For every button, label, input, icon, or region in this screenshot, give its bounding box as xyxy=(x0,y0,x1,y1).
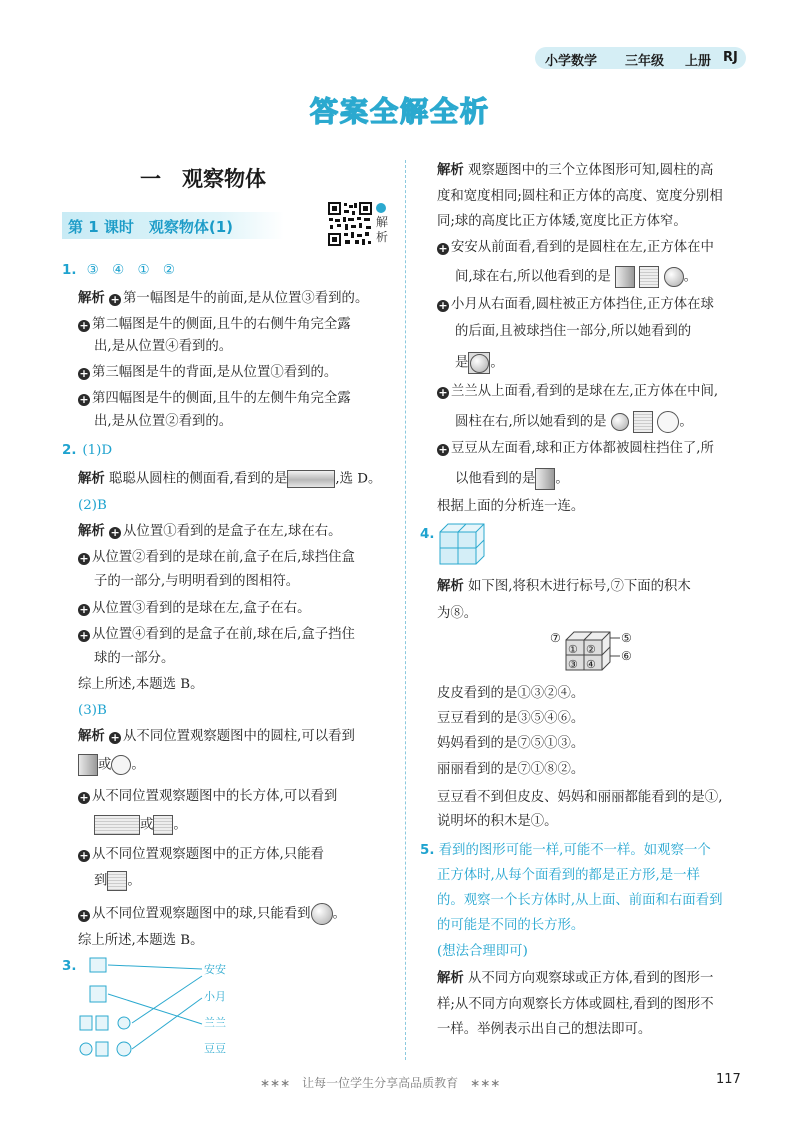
q1-analysis-4: + 第三幅图是牛的背面,是从位置①看到的。 xyxy=(79,365,338,380)
q2-analysis-13: 到 。 xyxy=(94,871,141,891)
q4-result-2: 豆豆看到的是③⑤④⑥。 xyxy=(437,711,585,726)
r-analysis-1: 解析 观察题图中的三个立体图形可知,圆柱的高 xyxy=(437,163,714,178)
q5-analysis-2: 样;从不同方向观察长方体或圆柱,看到的图形不 xyxy=(437,997,714,1012)
square-icon xyxy=(633,411,653,433)
chapter-title: 一 观察物体 xyxy=(140,167,266,191)
q1-analysis-6: 出,是从位置②看到的。 xyxy=(94,414,233,429)
sphere-icon xyxy=(664,267,684,287)
q5-answer-2: 正方体时,从每个面看到的都是正方形,是一样 xyxy=(437,868,700,883)
q1-analysis-2: + 第二幅图是牛的侧面,且牛的右侧牛角完全露 xyxy=(79,317,351,332)
short-rectangle-icon xyxy=(153,815,173,835)
q4-cube-answer-icon xyxy=(438,522,488,568)
qr-side-label: 解析 xyxy=(376,203,390,245)
q2-analysis-1: 解析 聪聪从圆柱的侧面看,看到的是 ,选 D。 xyxy=(78,471,382,487)
r-analysis-8: 是 。 xyxy=(455,352,504,374)
q2-conclusion: 综上所述,本题选 B。 xyxy=(78,677,204,692)
r-analysis-12: 以他看到的是 。 xyxy=(455,468,569,490)
grade-label: 三年级 xyxy=(625,54,665,69)
q2-analysis-3: + 从位置②看到的是球在前,盒子在后,球挡住盒 xyxy=(79,550,355,565)
q2-answer-2: (2)B xyxy=(78,498,107,513)
circle-icon xyxy=(111,755,131,775)
q3-number: 3. xyxy=(62,959,77,974)
q2-analysis-10: + 从不同位置观察题图中的长方体,可以看到 xyxy=(79,789,338,804)
sphere-icon xyxy=(611,413,629,431)
q2-analysis-6: + 从位置④看到的是盒子在前,球在后,盒子挡住 xyxy=(79,627,355,642)
q5-answer-note: (想法合理即可) xyxy=(437,944,528,959)
q5-analysis-1: 解析 从不同方向观察球或正方体,看到的图形一 xyxy=(437,971,714,986)
r-analysis-6: + 小月从右面看,圆柱被正方体挡住,正方体在球 xyxy=(438,297,714,312)
q4-result-6: 说明坏的积木是①。 xyxy=(437,814,558,829)
r-instruction: 根据上面的分析连一连。 xyxy=(437,499,585,514)
q4-number: 4. xyxy=(420,527,435,542)
svg-text:⑦: ⑦ xyxy=(550,631,561,645)
q4-result-1: 皮皮看到的是①③②④。 xyxy=(437,686,585,701)
q1-answer-row: 1. ③ ④ ① ② xyxy=(62,263,175,278)
square-icon xyxy=(639,266,659,288)
q2-analysis-7: 球的一部分。 xyxy=(94,651,175,666)
q3-name-4: 豆豆 xyxy=(204,1042,226,1055)
q4-result-3: 妈妈看到的是⑦⑤①③。 xyxy=(437,736,585,751)
q4-result-5: 豆豆看不到但皮皮、妈妈和丽丽都能看到的是①, xyxy=(437,790,723,805)
q2-analysis-8: 解析 + 从不同位置观察题图中的圆柱,可以看到 xyxy=(78,729,355,744)
q3-name-1: 安安 xyxy=(204,963,226,976)
q2-analysis-12: + 从不同位置观察题图中的正方体,只能看 xyxy=(79,847,324,862)
q1-analysis-3: 出,是从位置④看到的。 xyxy=(94,339,233,354)
r-analysis-3: 同;球的高度比正方体矮,宽度比正方体窄。 xyxy=(437,214,687,229)
page-title: 答案全解全析 xyxy=(309,95,490,128)
q5-answer-1: 5. 看到的图形可能一样,可能不一样。如观察一个 xyxy=(420,843,711,858)
q4-result-4: 丽丽看到的是⑦①⑧②。 xyxy=(437,762,585,777)
r-analysis-10: 圆柱在右,所以她看到的是 。 xyxy=(455,411,693,433)
svg-text:⑤: ⑤ xyxy=(621,631,632,645)
r-analysis-2: 度和宽度相同;圆柱和正方体的高度、宽度分别相 xyxy=(437,189,723,204)
page-number: 117 xyxy=(716,1072,741,1087)
cylinder-side-rect-icon xyxy=(287,470,335,488)
qr-code-icon[interactable] xyxy=(327,201,373,247)
q5-answer-3: 的。观察一个长方体时,从上面、前面和右面看到 xyxy=(437,893,723,908)
q3-name-3: 兰兰 xyxy=(204,1016,226,1029)
r-analysis-7: 的后面,且被球挡住一部分,所以她看到的 xyxy=(455,324,692,339)
volume-label: 上册 xyxy=(685,54,712,69)
q4-analysis-2: 为⑧。 xyxy=(437,606,478,621)
play-icon xyxy=(376,203,386,213)
svg-text:③: ③ xyxy=(568,658,578,671)
cylinder-icon xyxy=(535,468,555,490)
r-analysis-4: + 安安从前面看,看到的是圆柱在左,正方体在中 xyxy=(438,240,714,255)
subject-label: 小学数学 xyxy=(545,54,598,69)
subject-badge xyxy=(535,47,746,69)
q2-analysis-11: 或 。 xyxy=(94,815,187,835)
r-analysis-5: 间,球在右,所以他看到的是 。 xyxy=(455,266,697,288)
cylinder-icon xyxy=(615,266,635,288)
svg-text:⑥: ⑥ xyxy=(621,649,632,663)
q2-analysis-2: 解析 + 从位置①看到的是盒子在左,球在右。 xyxy=(78,524,342,539)
q1-analysis-5: + 第四幅图是牛的侧面,且牛的左侧牛角完全露 xyxy=(79,391,351,406)
q2-answer-3: (3)B xyxy=(78,703,107,718)
svg-text:④: ④ xyxy=(586,658,596,671)
q2-analysis-9: 或 。 xyxy=(78,754,145,776)
edition-label: RJ xyxy=(723,50,738,65)
circle-icon xyxy=(657,411,679,433)
lesson-banner xyxy=(62,212,284,239)
q4-numbered-blocks-diagram xyxy=(548,628,664,676)
svg-text:①: ① xyxy=(568,643,578,656)
svg-text:②: ② xyxy=(586,643,596,656)
square-icon xyxy=(107,871,127,891)
square-with-sphere-icon xyxy=(468,352,490,374)
q2-analysis-14: + 从不同位置观察题图中的球,只能看到 。 xyxy=(78,903,346,925)
q2-analysis-5: + 从位置③看到的是球在左,盒子在右。 xyxy=(79,601,311,616)
q5-answer-4: 的可能是不同的长方形。 xyxy=(437,918,585,933)
q1-analysis-1: 解析 + 第一幅图是牛的前面,是从位置③看到的。 xyxy=(78,291,369,306)
q3-name-2: 小月 xyxy=(204,990,226,1003)
q3-matching-diagram xyxy=(76,952,246,1060)
q4-analysis-1: 解析 如下图,将积木进行标号,⑦下面的积木 xyxy=(437,579,691,594)
column-divider xyxy=(405,160,406,1060)
q2-analysis-4: 子的一部分,与明明看到的图相符。 xyxy=(94,574,300,589)
cylinder-front-icon xyxy=(78,754,98,776)
sphere-icon xyxy=(311,903,333,925)
q2-conclusion-2: 综上所述,本题选 B。 xyxy=(78,933,204,948)
footer-slogan: ∗∗∗ 让每一位学生分享高品质教育 ∗∗∗ xyxy=(260,1076,501,1090)
q5-analysis-3: 一样。举例表示出自己的想法即可。 xyxy=(437,1022,652,1037)
q2-answer-1: 2. (1)D xyxy=(62,443,113,458)
long-rectangle-icon xyxy=(94,815,140,835)
lesson-title: 第 1 课时 观察物体(1) xyxy=(68,218,234,236)
r-analysis-9: + 兰兰从上面看,看到的是球在左,正方体在中间, xyxy=(438,384,719,399)
r-analysis-11: + 豆豆从左面看,球和正方体都被圆柱挡住了,所 xyxy=(438,441,714,456)
